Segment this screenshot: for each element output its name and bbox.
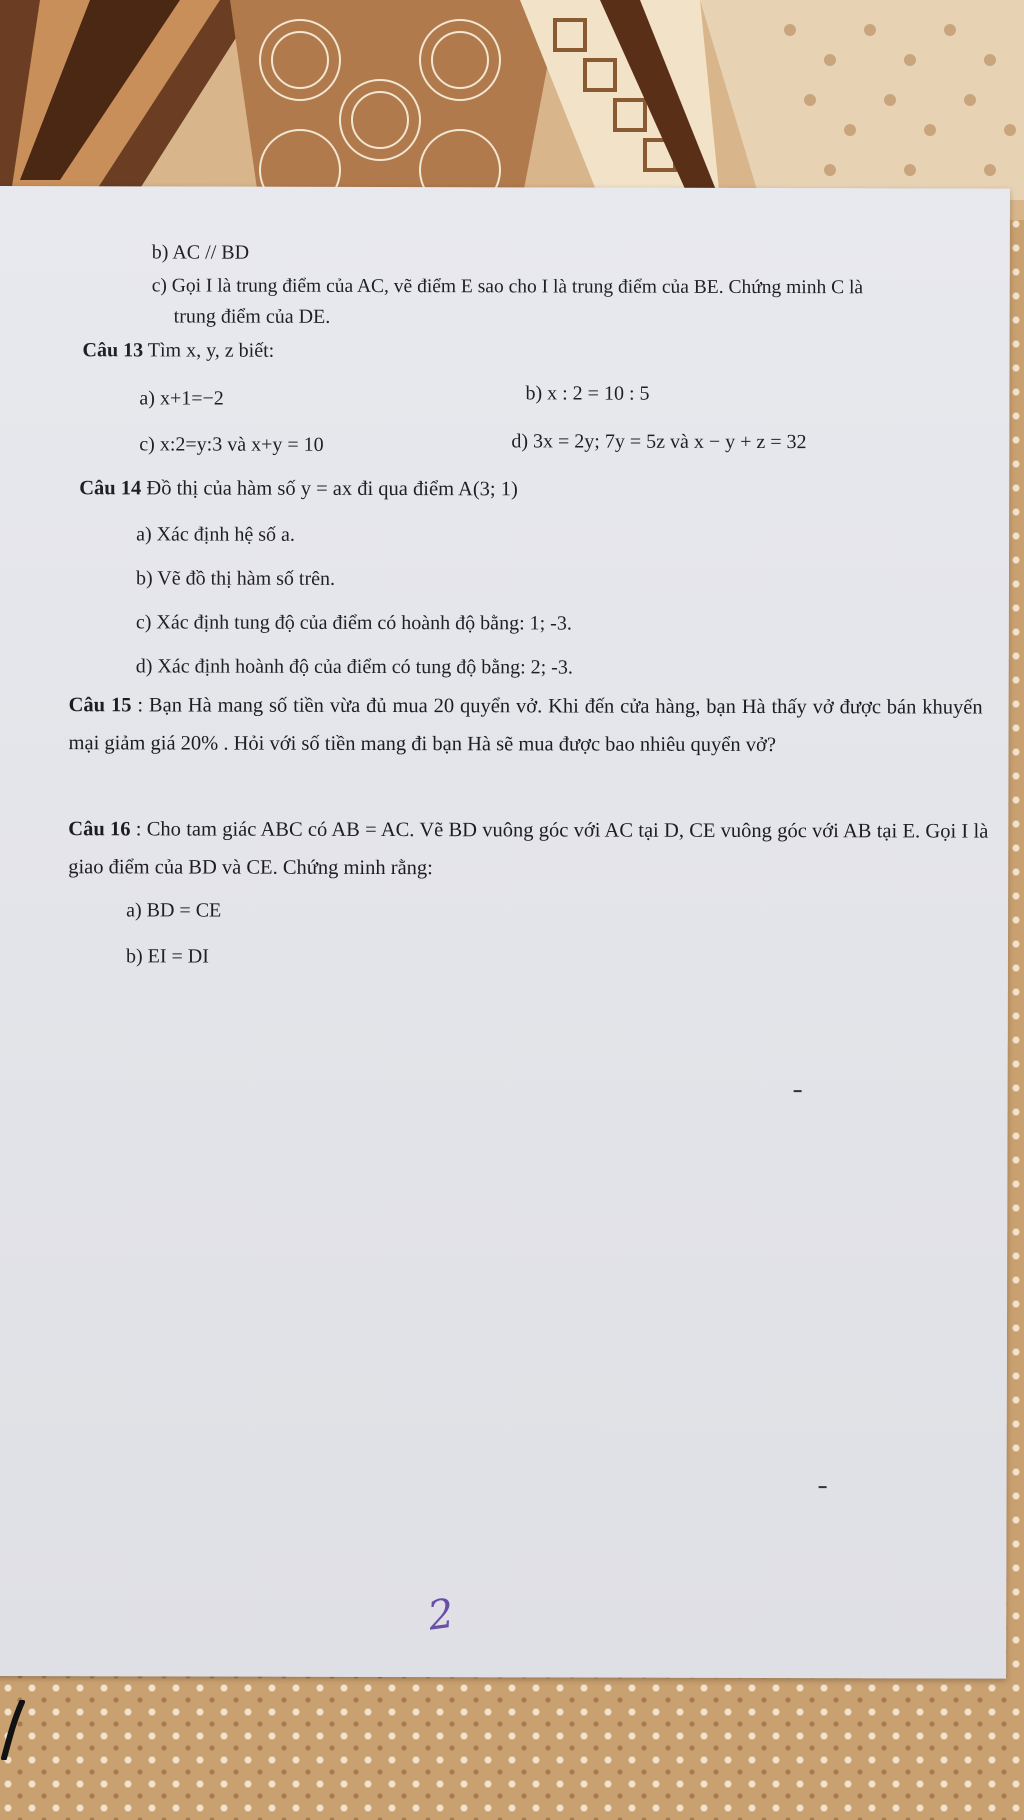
q13-heading <box>83 338 275 363</box>
q12-item-c-line2: trung điểm của DE. <box>173 305 331 328</box>
q12-item-b: b) AC // BD <box>151 241 250 264</box>
q13-item-a: a) x+1=−2 <box>139 387 224 410</box>
q16-text: : Cho tam giác ABC có AB = AC. Vẽ BD vuông góc với AC tại D, CE vuông góc với AB tại E. Gọi I là giao điểm của BD và CE. Chứng minh rằng: <box>68 818 989 880</box>
exam-document <box>0 186 1010 1679</box>
q13-item-c: c) x:2=y:3 và x+y = 10 <box>139 433 324 456</box>
q14-item-b: b) Vẽ đồ thị hàm số trên. <box>135 567 336 590</box>
q15-text: : Bạn Hà mang số tiền vừa đủ mua 20 quyển vở. Khi đến cửa hàng, bạn Hà thấy vở được bán khuyến mại giảm giá 20% . Hỏi với số tiền mang đi bạn Hà sẽ mua được bao nhiêu quyển vở? <box>68 694 983 757</box>
q14-item-c: c) Xác định tung độ của điểm có hoành độ bằng: 1; -3. <box>135 611 572 635</box>
q14-item-d: d) Xác định hoành độ của điểm có tung độ bằng: 2; -3. <box>135 655 573 679</box>
q13-label: Câu 13 <box>82 339 144 362</box>
q15-paragraph <box>68 686 982 764</box>
q13-item-d: d) 3x = 2y; 7y = 5z và x − y + z = 32 <box>511 430 807 454</box>
q14-heading <box>79 476 518 502</box>
handwritten-page-number: 2 <box>425 1590 457 1640</box>
q16-item-a: a) BD = CE <box>126 899 222 922</box>
q16-item-b: b) EI = DI <box>125 945 209 968</box>
q12-item-c-line1: c) Gọi I là trung điểm của AC, vẽ điểm E sao cho I là trung điểm của BE. Chứng minh C là <box>151 275 864 299</box>
q13-prompt: Tìm x, y, z biết: <box>147 339 275 362</box>
q14-item-a: a) Xác định hệ số a. <box>136 523 295 546</box>
q13-item-b: b) x : 2 = 10 : 5 <box>525 382 650 405</box>
q16-paragraph <box>68 810 988 888</box>
q14-prompt: Đồ thị của hàm số y = ax đi qua điểm A(3; 1) <box>146 477 518 501</box>
paper-speck <box>819 1486 827 1488</box>
q15-label: Câu 15 <box>68 694 132 717</box>
corner-cable-mark <box>0 1700 30 1760</box>
paper-sheet <box>0 186 1010 1679</box>
q14-label: Câu 14 <box>79 477 142 500</box>
paper-speck <box>794 1090 802 1092</box>
q16-label: Câu 16 <box>68 818 131 841</box>
